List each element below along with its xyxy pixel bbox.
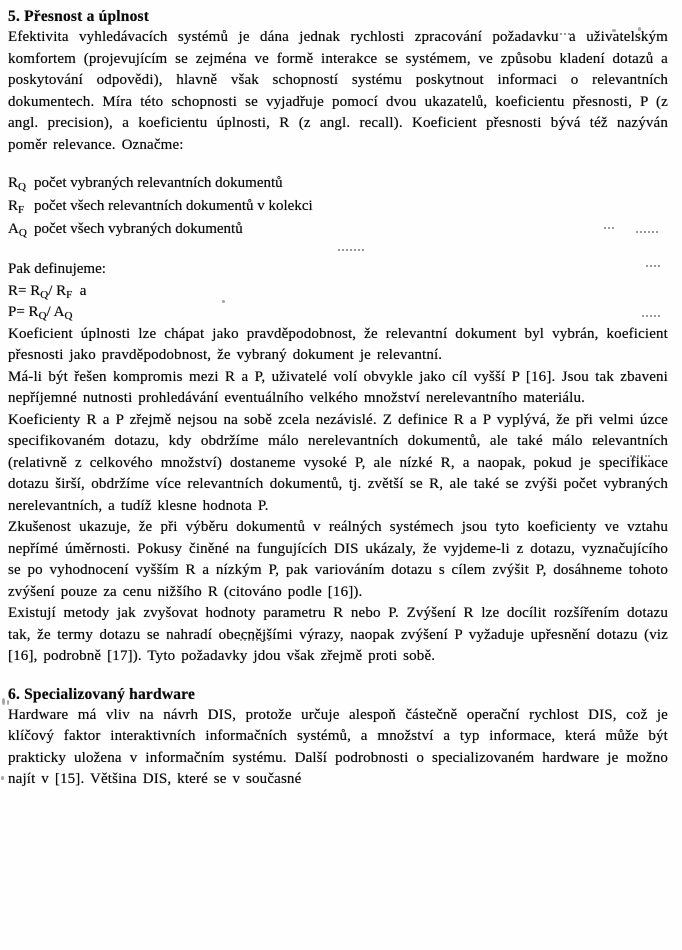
section-5-heading: 5. Přesnost a úplnost: [8, 8, 150, 25]
paragraph-dependence: Koeficienty R a P zřejmě nejsou na sobě zcela nezávislé. Z definice R a P vyplývá, že při velmi úzce specifikovaném dotazu, kdy obdržíme málo nerelevantních dokumentů, ale také málo relevantních (relativně z celkového množství) dostaneme vysoké P, ale nízké R, a naopak, pokud je specifikace dotazu širší, obdržíme více relevantních dokumentů, tj. zvětší se R, ale také se zvýši počet vybraných nerelevantních, a tudíž klesne hodnota P.: [8, 411, 668, 514]
paragraph-experience: Zkušenost ukazuje, že při výběru dokumentů v reálných systémech jsou tyto koeficienty ve vztahu nepřímé úměrnosti. Pokusy činěné na fungujících DIS ukázaly, že vyjdeme-li z dotazu, vyznačujícího se po vyhodnocení vyšším R a nízkým P, pak variováním dotazu s cílem zvýšit P, dosáhneme tohoto zvýšení pouze za cenu nižšího R (citováno podle [16]).: [8, 519, 668, 600]
symbol-rq: $R_Q$: [8, 175, 26, 193]
paragraph-interpretation: Koeficient úplnosti lze chápat jako pravděpodobnost, že relevantní dokument byl vybrán, koeficient přesnosti jako pravděpodobnost, že vybraný dokument je relevantní.: [8, 325, 668, 363]
paragraph-compromise: Má-li být řešen kompromis mezi R a P, uživatelé volí obvykle jako cíl vyšší P [16]. Jsou tak zbaveni nepříjemné nutnosti prohledávání eventuálního velkého množství nerelevantního materiálu.: [8, 368, 668, 406]
formula-definitions: [8, 259, 668, 324]
definition-rf-text: počet všech relevantních dokumentů v kolekci: [34, 198, 313, 214]
paragraph-effectiveness: Efektivita vyhledávacích systémů je dána jednak rychlosti zpracování požadavku a uživatelským komfortem (projevujícím se zejména ve formě interakce se systémem, ve způsobu kladení dotazů a poskytování odpovědi), hlavně však schopností systému poskytnout informaci o relevantních dokumentech. Míra této schopnosti se vyjadřuje pomocí dvou ukazatelů, koeficientu přesnosti, P (z angl. precision), a koeficientu úplnosti, R (z angl. recall). Koeficient přesnosti bývá též nazýván poměr relevance. Označme:: [8, 29, 668, 153]
definition-rq-text: počet vybraných relevantních dokumentů: [34, 175, 283, 191]
define-intro: Pak definujeme:: [8, 261, 106, 277]
scan-noise-speck: [2, 698, 5, 705]
paragraph-methods: Existují metody jak zvyšovat hodnoty parametru R nebo P. Zvýšení R lze docílit rozšířením dotazu tak, že termy dotazu se nahradí obecnějšími výrazy, naopak zvýšení P vyžaduje upřesnění dotazu (viz [16], podrobně [17]). Tyto požadavky jdou však zřejmě proti sobě.: [8, 605, 668, 664]
section-6-heading: 6. Specializovaný hardware: [8, 685, 196, 703]
definition-aq: [8, 218, 668, 241]
scan-noise-speck: [338, 246, 364, 251]
symbol-aq: $A_Q$: [8, 221, 27, 239]
definition-rq: [8, 172, 668, 195]
definition-aq-text: počet všech vybraných dokumentů: [34, 221, 243, 237]
formula-recall: $R= R_Q/$ $R_F$ a: [8, 282, 87, 301]
symbol-definitions: [8, 172, 668, 241]
scan-noise-speck: [1, 776, 4, 780]
definition-rf: [8, 195, 668, 218]
paragraph-hardware: Hardware má vliv na návrh DIS, protože určuje alespoň částečně operační rychlost DIS, což je klíčový faktor interaktivních informačních systémů, a množství a typ informace, která může být prakticky uložena v informačním systému. Další podrobnosti o specializovaném hardware je možno najít v [15]. Většina DIS, které se v současné: [8, 706, 668, 787]
symbol-rf: $R_F$: [8, 198, 25, 216]
formula-precision: $P= R_Q/$ $A_Q$: [8, 304, 73, 322]
